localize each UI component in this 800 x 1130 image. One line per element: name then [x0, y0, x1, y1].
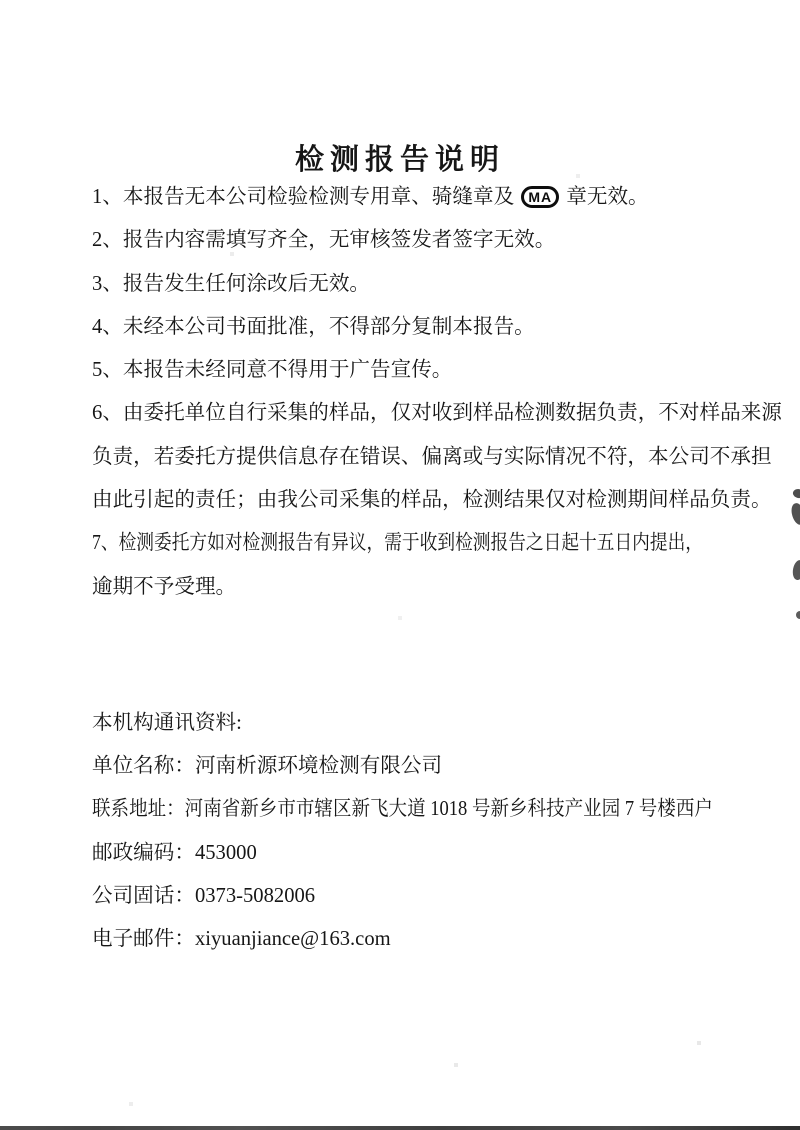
note-line-6a: 6、由委托单位自行采集的样品，仅对收到样品检测数据负责，不对样品来源 [92, 402, 782, 425]
note-line-7b: 逾期不予受理。 [92, 575, 237, 598]
contact-company-name: 单位名称：河南析源环境检测有限公司 [92, 755, 443, 778]
note-line-6b: 负责，若委托方提供信息存在错误、偏离或与实际情况不符，本公司不承担 [92, 445, 772, 468]
cma-mark-label: MA [528, 189, 553, 205]
report-notes [92, 176, 800, 609]
contact-phone: 公司固话：0373-5082006 [92, 884, 316, 907]
note-line-1-text-before: 1、本报告无本公司检验检测专用章、骑缝章及 [92, 186, 520, 208]
note-line-2: 2、报告内容需填写齐全，无审核签发者签字无效。 [92, 229, 556, 252]
note-line-3: 3、报告发生任何涂改后无效。 [92, 272, 371, 295]
scan-edge-artifact [0, 1126, 800, 1130]
ink-smudge [796, 611, 800, 619]
note-line-4: 4、未经本公司书面批准，不得部分复制本报告。 [92, 315, 535, 338]
note-line-5: 5、本报告未经同意不得用于广告宣传。 [92, 359, 453, 382]
contact-heading: 本机构通讯资料: [92, 712, 242, 734]
contact-email: 电子邮件：xiyuanjiance@163.com [92, 928, 391, 951]
contact-address: 联系地址：河南省新乡市市辖区新飞大道 1018 号新乡科技产业园 7 号楼西户 [92, 798, 713, 821]
note-line-1-text-after: 章无效。 [561, 186, 649, 208]
contact-postal-code: 邮政编码：453000 [92, 841, 257, 864]
note-line-7a: 7、检测委托方如对检测报告有异议，需于收到检测报告之日起十五日内提出， [92, 532, 704, 555]
scan-noise [0, 0, 2, 2]
cma-mark-icon [521, 186, 559, 208]
contact-info [92, 702, 782, 961]
note-line-1 [92, 176, 800, 219]
note-line-6c: 由此引起的责任；由我公司采集的样品，检测结果仅对检测期间样品负责。 [92, 489, 772, 512]
page-title: 检测报告说明 [294, 144, 505, 176]
